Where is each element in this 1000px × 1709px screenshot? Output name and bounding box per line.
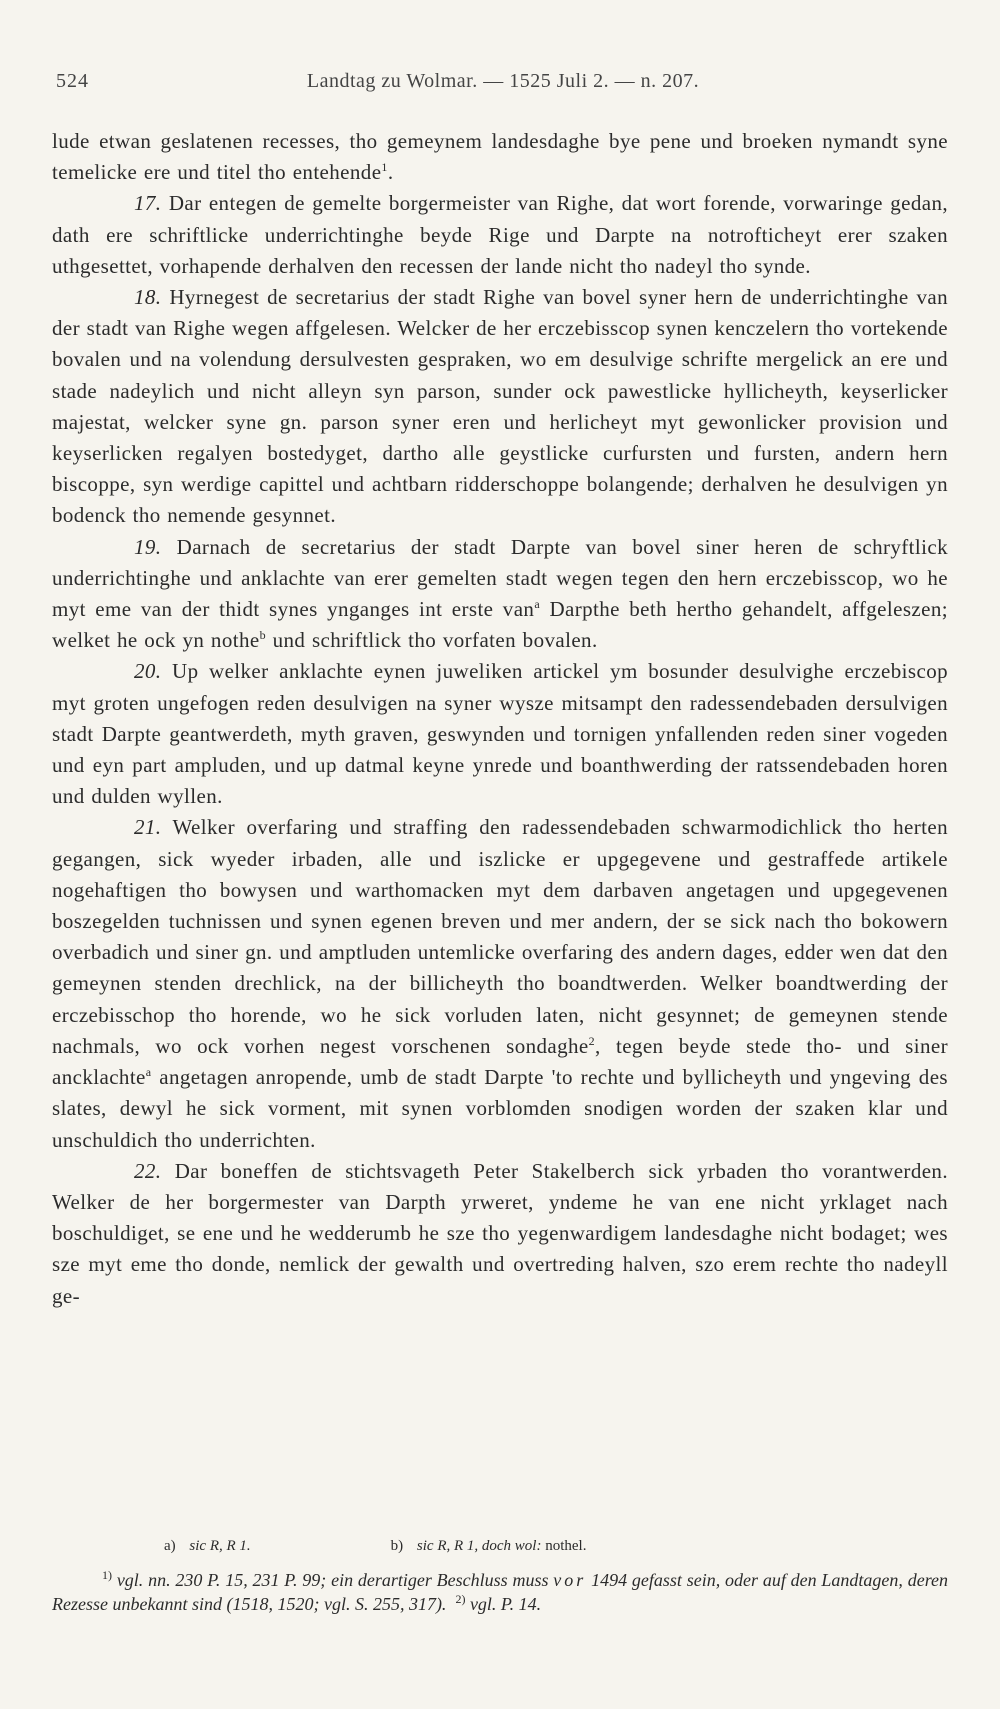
page-header xyxy=(56,70,950,100)
textual-note-a: a) sic R, R 1. xyxy=(164,1538,251,1554)
paragraph-22: 22. Dar boneffen de stichtsvageth Peter Stakelberch sick yrbaden tho vorantwerden. Welker de her borgermester van Darpth yrweret, yndeme he van ene nicht yrklaget nach boschuldiget, se ene und he wedderumb he sze tho yegenwardigem landesdaghe nicht bodaget; wes sze myt eme tho donde, nemlick der gewalth und overtreding halven, szo erem rechte tho nadeyll ge- xyxy=(52,1158,948,1308)
footnote-ref: 2 xyxy=(588,1033,596,1048)
footnotes xyxy=(52,1568,948,1616)
paragraph-21: 21. Welker overfaring und straffing den radessendebaden schwarmodichlick tho herten gegangen, sick wyeder irbaden, alle und iszlicke er upgegevene und gestraffede artikele nogehaftigen tho bowysen und warthomacken myt dem darbaven angetagen und upgegevenen boszegelden tuchnissen und synen egenen breven und mer andern, der se sick nach tho bokowern overbadich und siner gn. und amptluden untemlicke overfaring des andern dages, edder wen dat den gemeynen stenden drechlick, na der billicheyth tho boandtwerden. Welker boandtwerding der erczebisschop tho horende, wo he sick vorluden laten, nicht gesynnet; de gemeynen stende nachmals, wo ock vorhen negest vorschenen sondaghe$^2$, tegen beyde stede tho- und siner ancklachte$^a$ angetagen anropende, umb de stadt Darpte 'to rechte und byllicheyth und yngeving des slates, dewyl he sick vorment, mit synen vorblomden snodigen worden der szaken klar und unschuldich tho underrichten. xyxy=(52,815,949,1152)
footnote-2: $^{2)}$ vgl. P. 14. xyxy=(455,1592,542,1614)
paragraph-19: 19. Darnach de secretarius der stadt Darpte van bovel siner heren de schryftlick underrichtinghe und anklachte van erer gemelten stadt wegen tegen den hern erczebisscop, wo he myt eme van der thidt synes ynganges int erste van$^a$ Darpthe beth hertho gehandelt, affgeleszen; welket he ock yn nothe$^b$ und schriftlick tho vorfaten bovalen. xyxy=(52,534,948,653)
paragraph-18: 18. Hyrnegest de secretarius der stadt Righe van bovel syner hern de underrichtinghe van der stadt van Righe wegen affgelesen. Welcker de her erczebisscop synen kenczelern tho vortekende bovalen und na volendung dersulvesten gespraken, wo em desulvige schrifte mergelick an ere und stade nadeylich und nicht alleyn syn parson, sunder ock pawestlicke hyllicheyth, keyserlicker majestat, welcker syne gn. parson syner eren und herlicheyt myt gewonlicker provision und keyserlicken regalyen bostedyget, dartho alle geystlicke curfursten und fursten, andern hern biscoppe, syn werdige capittel und achtbarn ridderschoppe bolangende; derhalven he desulvigen yn bodenck tho nemende gesynnet. xyxy=(52,285,948,528)
main-text xyxy=(52,126,948,1312)
paragraph-number: 17. xyxy=(134,191,162,216)
paragraph-number: 18. xyxy=(134,285,162,310)
paragraph-continuation: lude etwan geslatenen recesses, tho gemeynem landesdaghe bye pene und broeken nymandt syne temelicke ere und titel tho entehende$^1$. xyxy=(52,129,948,185)
paragraph-17: 17. Dar entegen de gemelte borgermeister van Righe, dat wort forende, vorwaringe gedan, dath ere schriftlicke underrichtinghe beyde Rige und Darpte na notrofticheyt erer szaken uthgesettet, vorhapende derhalven den recessen der lande nicht tho nadeyl tho synde. xyxy=(52,191,949,278)
running-title: Landtag zu Wolmar. — 1525 Juli 2. — n. 207. xyxy=(306,70,700,92)
footnote-ref: 1 xyxy=(381,160,388,175)
paragraph-20: 20. Up welker anklachte eynen juweliken artickel ym bosunder desulvighe erczebiscop myt groten ungefogen reden desulvigen na syner wysze mitsampt den radessendebaden dersulvigen stadt Darpte geantwerdeth, myth graven, geswynden und tornigen ynfallenden reden siner vogeden und eyn part ampluden, und up datmal keyne ynrede und boanthwerding der ratssendebaden horen und dulden wyllen. xyxy=(52,659,948,809)
page-number: 524 xyxy=(56,70,89,92)
textual-apparatus xyxy=(52,1538,948,1555)
paragraph-number: 21. xyxy=(134,815,162,840)
paragraph-number: 20. xyxy=(134,659,162,684)
footnote-1: $^{1)}$ vgl. nn. 230 P. 15, 231 P. 99; ein derartiger Beschluss muss vor 1494 gefasst sein, oder auf den Landtagen, deren Rezesse unbekannt sind (1518, 1520; vgl. S. 255, 317). $^{2)}$ vgl. P. 14. xyxy=(52,1568,949,1614)
textual-note-ref: b xyxy=(259,628,266,643)
textual-note-b: b) sic R, R 1, doch wol: nothel. xyxy=(390,1538,587,1554)
paragraph-number: 22. xyxy=(134,1158,162,1183)
paragraph-number: 19. xyxy=(134,534,162,559)
textual-note-ref: a xyxy=(145,1065,152,1080)
textual-note-ref: a xyxy=(534,597,541,612)
